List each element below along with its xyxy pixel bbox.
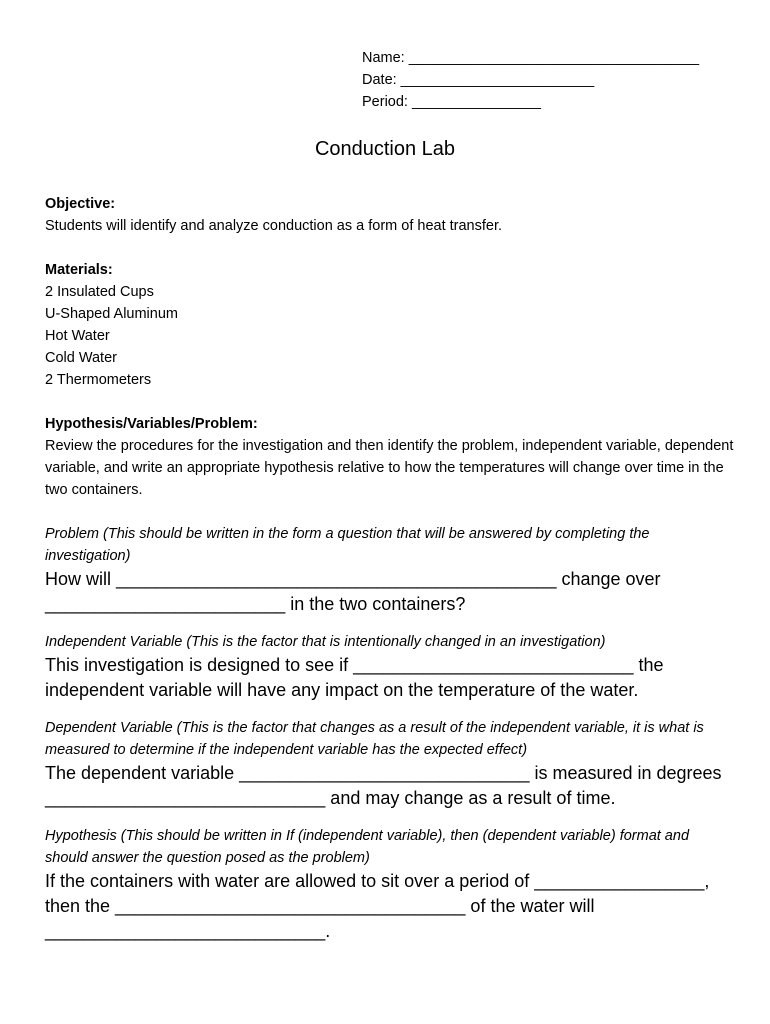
- period-line: Period: ________________: [362, 94, 541, 110]
- problem-answer: How will ____________________________________________ change over ________________________ in the two containers?: [45, 569, 661, 614]
- worksheet-content: [45, 193, 735, 944]
- independent-variable-answer: This investigation is designed to see if ____________________________ the independent variable will have any impact on the temperature of the water.: [45, 655, 664, 700]
- materials-heading: Materials:: [45, 262, 113, 278]
- objective-heading: Objective:: [45, 196, 116, 212]
- materials-item: U-Shaped Aluminum: [45, 306, 178, 322]
- date-line: Date: ________________________: [362, 72, 595, 88]
- dependent-variable-answer: The dependent variable _____________________________ is measured in degrees ____________________________ and may change as a result of time.: [45, 763, 722, 808]
- name-line: Name: ____________________________________: [362, 50, 700, 66]
- problem-prompt: Problem (This should be written in the form a question that will be answered by completing the investigation): [45, 526, 650, 564]
- materials-item: 2 Thermometers: [45, 372, 152, 388]
- student-info-block: [362, 47, 699, 113]
- materials-item: Cold Water: [45, 350, 117, 366]
- hypothesis-section-heading: Hypothesis/Variables/Problem:: [45, 416, 258, 432]
- materials-item: Hot Water: [45, 328, 110, 344]
- hypothesis-section-text: Review the procedures for the investigation and then identify the problem, independent variable, dependent variable, and write an appropriate hypothesis relative to how the temperatures will change over time in the two containers.: [45, 438, 734, 498]
- hypothesis-answer: If the containers with water are allowed to sit over a period of _________________, then the ___________________________________ of the water will ____________________________.: [45, 871, 710, 941]
- objective-text: Students will identify and analyze conduction as a form of heat transfer.: [45, 218, 503, 234]
- independent-variable-prompt: Independent Variable (This is the factor that is intentionally changed in an investigation): [45, 634, 606, 650]
- materials-item: 2 Insulated Cups: [45, 284, 154, 300]
- hypothesis-prompt: Hypothesis (This should be written in If (independent variable), then (dependent variable) format and should answer the question posed as the problem): [45, 828, 690, 866]
- page-title: Conduction Lab: [314, 138, 456, 160]
- materials-list: [45, 281, 735, 391]
- dependent-variable-prompt: Dependent Variable (This is the factor that changes as a result of the independent variable, it is what is measured to determine if the independent variable has the expected effect): [45, 720, 704, 758]
